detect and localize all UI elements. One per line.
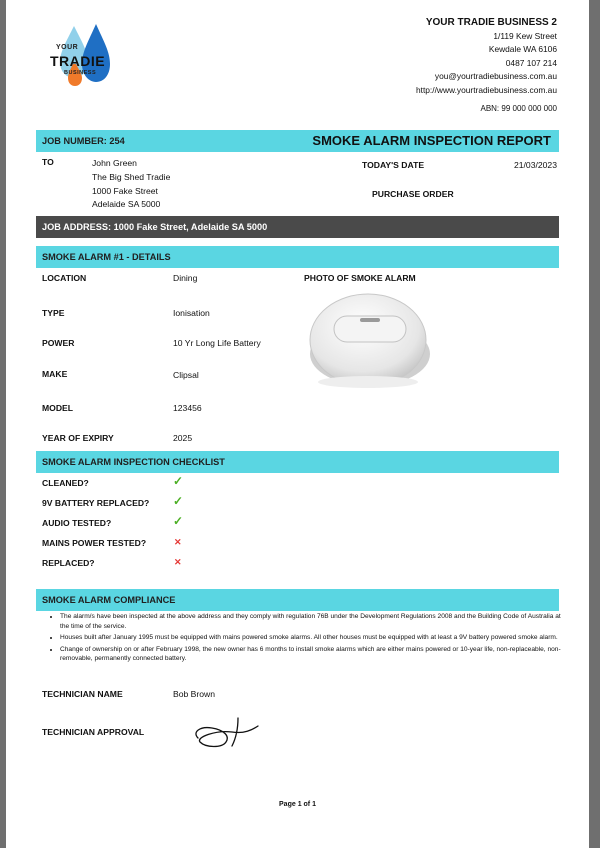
company-details: [416, 16, 557, 98]
company-name: YOUR TRADIE BUSINESS 2: [425, 17, 557, 28]
company-email[interactable]: you@yourtradiebusiness.com.au: [434, 71, 557, 82]
compliance-bullet: • The alarm/s have been inspected at the above address and they comply with regulation 76B under the Development Regulations 2008 and the Building Code of Australia at the time of the service.: [60, 612, 570, 631]
logo-text-top: YOUR: [56, 44, 79, 51]
company-website[interactable]: http://www.yourtradiebusiness.com.au: [415, 84, 557, 95]
location-label: LOCATION: [42, 273, 87, 283]
location-value: Dining: [173, 273, 198, 283]
check-icon: ✓: [173, 494, 184, 508]
type-label: TYPE: [42, 308, 65, 318]
model-value: 123456: [173, 403, 202, 413]
company-street: 1/119 Kew Street: [493, 30, 557, 41]
model-label: MODEL: [42, 403, 74, 413]
make-label: MAKE: [42, 369, 68, 379]
make-value: Clipsal: [173, 370, 199, 380]
recipient-line: Adelaide SA 5000: [92, 199, 161, 210]
job-number: JOB NUMBER: 254: [42, 136, 125, 146]
check-icon: ✓: [173, 514, 184, 528]
checklist-item-label: 9V BATTERY REPLACED?: [42, 498, 150, 508]
year-of-expiry-value: 2025: [173, 433, 193, 443]
power-label: POWER: [42, 338, 75, 348]
checklist-item-label: CLEANED?: [42, 478, 89, 488]
recipient-line: The Big Shed Tradie: [92, 171, 171, 182]
details-heading-bar: SMOKE ALARM #1 - DETAILS: [36, 246, 559, 268]
company-abn: ABN: 99 000 000 000: [480, 104, 557, 113]
technician-name-label: TECHNICIAN NAME: [42, 689, 123, 699]
company-phone: 0487 107 214: [505, 57, 557, 68]
compliance-bullet: • Houses built after January 1995 must be equipped with mains powered smoke alarms. All other houses must be equipped with at least a 9V battery powered smoke alarm.: [60, 633, 570, 643]
recipient-address: [92, 157, 170, 212]
logo-text-bottom: BUSINESS: [64, 70, 97, 76]
compliance-bullet: • Change of ownership on or after February 1998, the new owner has 6 months to install smoke alarms which are either mains powered or 10-year life, non-replaceable, non-removable, permanently connected battery.: [60, 645, 570, 664]
checklist-item-label: MAINS POWER TESTED?: [42, 538, 147, 548]
technician-approval-label: TECHNICIAN APPROVAL: [42, 727, 145, 737]
report-title: SMOKE ALARM INSPECTION REPORT: [312, 133, 551, 148]
job-address-bar: JOB ADDRESS: 1000 Fake Street, Adelaide SA 5000: [36, 216, 559, 238]
recipient-line: 1000 Fake Street: [92, 185, 158, 196]
company-city: Kewdale WA 6106: [488, 44, 557, 55]
compliance-list: [42, 612, 570, 666]
report-page: [6, 0, 589, 848]
type-value: Ionisation: [173, 308, 210, 318]
logo-text-main: TRADIE: [50, 53, 106, 69]
checklist-item-label: REPLACED?: [42, 558, 95, 568]
todays-date-value: 21/03/2023: [513, 160, 557, 170]
page-number: Page 1 of 1: [279, 801, 316, 808]
checklist-heading-bar: SMOKE ALARM INSPECTION CHECKLIST: [36, 451, 559, 473]
cross-icon: ✕: [174, 537, 182, 547]
checklist-item-label: AUDIO TESTED?: [42, 518, 112, 528]
technician-name: Bob Brown: [173, 689, 216, 699]
smoke-alarm-photo: [304, 286, 434, 392]
job-header-bar: [36, 130, 559, 152]
compliance-heading-bar: SMOKE ALARM COMPLIANCE: [36, 589, 559, 611]
technician-signature: [186, 712, 286, 752]
todays-date-label: TODAY'S DATE: [362, 160, 425, 170]
purchase-order-label: PURCHASE ORDER: [372, 189, 454, 199]
to-label: TO: [42, 157, 54, 167]
cross-icon: ✕: [174, 557, 182, 567]
photo-label: PHOTO OF SMOKE ALARM: [304, 273, 416, 283]
year-of-expiry-label: YEAR OF EXPIRY: [42, 433, 114, 443]
company-logo: [46, 20, 126, 90]
recipient-line: John Green: [92, 158, 137, 168]
check-icon: ✓: [173, 474, 184, 488]
power-value: 10 Yr Long Life Battery: [173, 338, 261, 348]
